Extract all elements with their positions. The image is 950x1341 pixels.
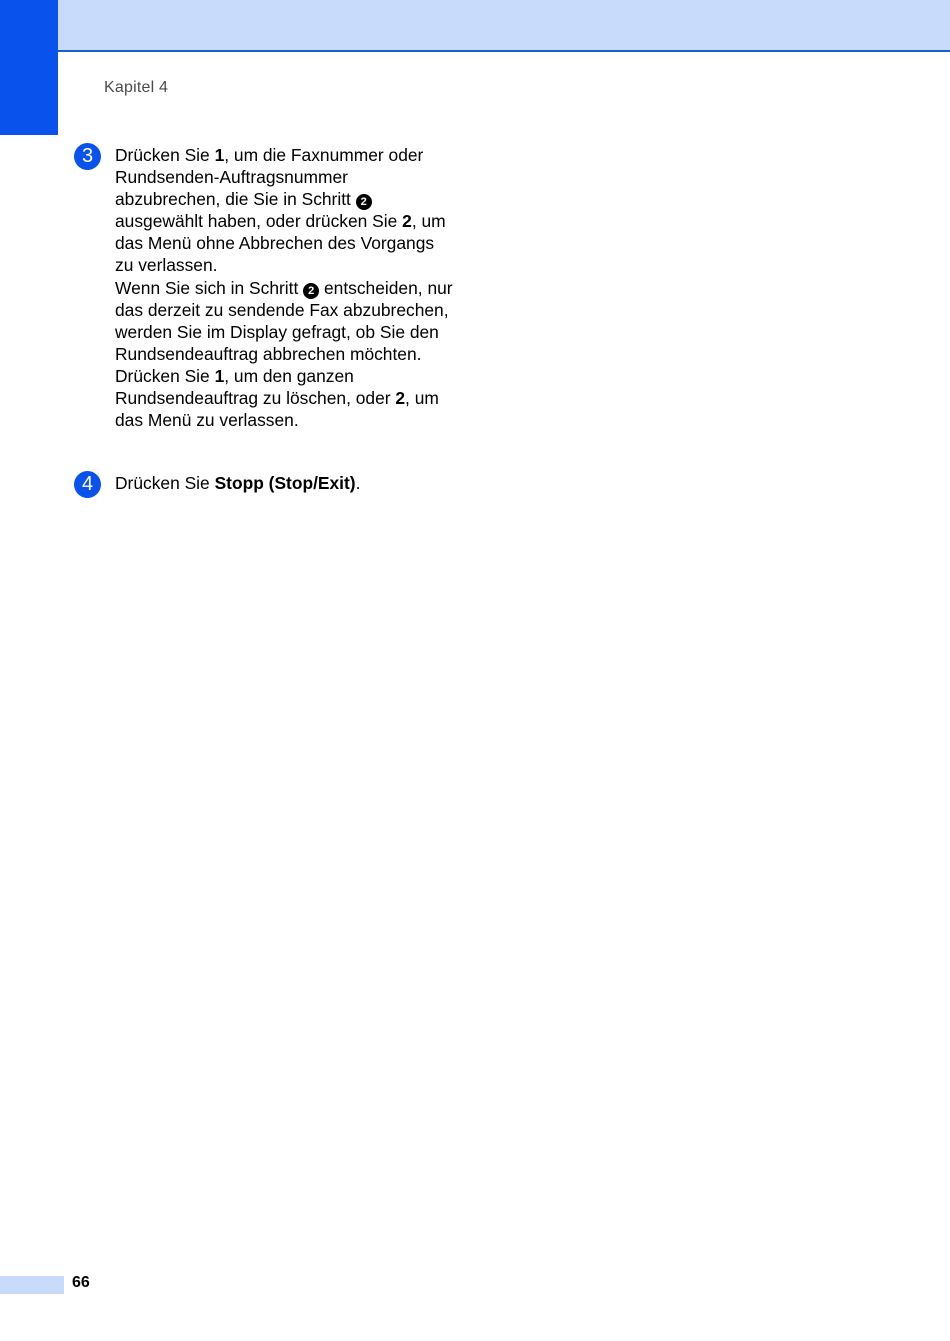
text-run: , um das Menü zu verlassen. (115, 388, 439, 431)
header-band (58, 0, 950, 52)
key-label: 1 (214, 365, 225, 386)
step-text (115, 472, 455, 494)
key-label: Stopp (Stop/Exit) (214, 473, 356, 493)
text-run: Drücken Sie (115, 145, 215, 165)
step-text (115, 144, 455, 431)
text-run: ausgewählt haben, oder drücken Sie (115, 211, 403, 232)
footer-bar (0, 1276, 64, 1294)
text-run: Drücken Sie (115, 473, 215, 493)
step-number-badge: 4 (74, 471, 101, 498)
text-run: , um die Faxnummer oder Rundsenden-Auftragsnummer abzubrechen, die Sie in Schritt (115, 145, 424, 210)
step-number-badge: 3 (74, 143, 101, 170)
text-run: , um den ganzen Rundsendeauftrag zu löschen, oder (115, 365, 396, 409)
text-run: , um das Menü ohne Abbrechen des Vorgangs zu verlassen. (115, 211, 446, 276)
text-run: Wenn Sie sich in Schritt (115, 277, 304, 298)
step-paragraph (115, 144, 455, 277)
step-paragraph (115, 277, 455, 432)
step-reference-badge: 2 (303, 283, 319, 299)
key-label: 2 (402, 211, 412, 232)
text-run: . (355, 473, 361, 493)
chapter-label: Kapitel 4 (104, 79, 169, 96)
step-reference-badge: 2 (356, 194, 372, 210)
chapter-tab (0, 0, 58, 135)
key-label: 2 (395, 388, 406, 409)
key-label: 1 (214, 145, 225, 165)
step-paragraph (115, 472, 455, 494)
page-number: 66 (72, 1274, 90, 1291)
text-run: entscheiden, nur das derzeit zu sendende Fax abzubrechen, werden Sie im Display gefragt, ob Sie den Rundsendeauftrag abbrechen möchten. Drücken Sie (115, 277, 453, 386)
